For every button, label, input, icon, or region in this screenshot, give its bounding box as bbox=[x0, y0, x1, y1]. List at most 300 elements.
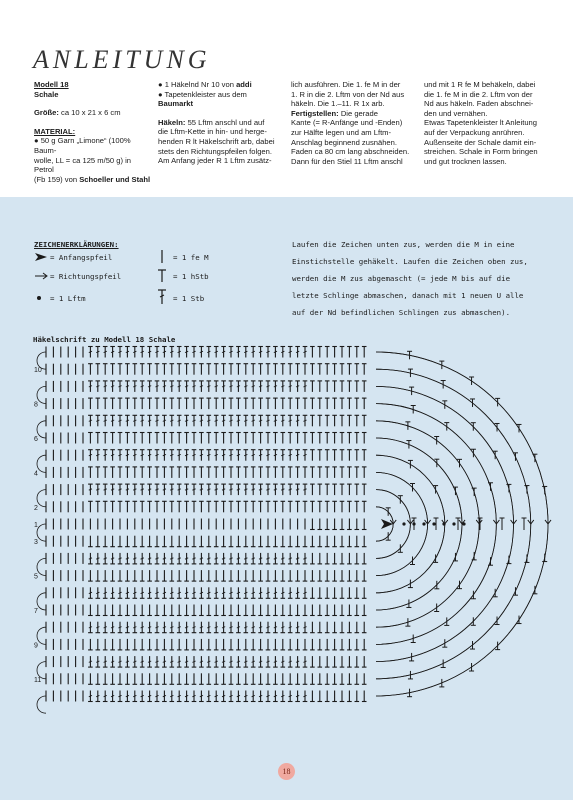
stitch-symbol bbox=[147, 605, 152, 616]
stitch-symbol bbox=[273, 639, 278, 650]
stitch-symbol bbox=[362, 467, 367, 478]
stitch-symbol bbox=[125, 622, 130, 633]
stitch-symbol bbox=[177, 656, 182, 667]
stitch-symbol bbox=[325, 587, 330, 598]
stitch-symbol bbox=[340, 656, 345, 667]
stitch-symbol bbox=[192, 398, 197, 409]
stitch-symbol bbox=[281, 347, 286, 358]
stitch-symbol bbox=[362, 553, 367, 564]
stitch-symbol bbox=[103, 347, 108, 358]
stitch-symbol bbox=[221, 347, 226, 358]
stitch-symbol bbox=[288, 605, 293, 616]
stitch-symbol bbox=[273, 587, 278, 598]
stitch-symbol bbox=[266, 501, 271, 512]
stitch-symbol bbox=[406, 599, 411, 607]
chain-stitch bbox=[452, 522, 455, 525]
stitch-symbol bbox=[199, 450, 204, 461]
stitch-symbol bbox=[162, 639, 167, 650]
stitch-symbol bbox=[88, 536, 93, 547]
stitch-symbol bbox=[522, 518, 527, 530]
stitch-symbol bbox=[103, 484, 108, 495]
stitch-symbol bbox=[155, 570, 160, 581]
stitch-symbol bbox=[251, 467, 256, 478]
stitch-symbol bbox=[96, 347, 101, 358]
stitch-symbol bbox=[244, 553, 249, 564]
text-line: Dann für den Stiel 11 Lftm anschl bbox=[291, 156, 403, 166]
stitch-symbol bbox=[295, 639, 300, 650]
stitch-symbol bbox=[355, 519, 360, 530]
stitch-symbol bbox=[199, 347, 204, 358]
stitch-symbol bbox=[140, 467, 145, 478]
stitch-symbol bbox=[110, 536, 115, 547]
crochet-line bbox=[158, 118, 284, 128]
stitch-symbol bbox=[155, 639, 160, 650]
stitch-symbol bbox=[318, 484, 323, 495]
stitch-symbol bbox=[192, 415, 197, 426]
stitch-symbol bbox=[340, 381, 345, 392]
stitch-symbol bbox=[355, 656, 360, 667]
stitch-symbol bbox=[147, 536, 152, 547]
stitch-symbol bbox=[266, 398, 271, 409]
stitch-symbol bbox=[162, 467, 167, 478]
stitch-symbol bbox=[192, 691, 197, 702]
stitch-symbol bbox=[434, 603, 439, 611]
stitch-symbol bbox=[184, 691, 189, 702]
stitch-symbol bbox=[96, 570, 101, 581]
stitch-symbol bbox=[340, 398, 345, 409]
stitch-symbol bbox=[184, 450, 189, 461]
stitch-symbol bbox=[162, 364, 167, 375]
stitch-symbol bbox=[221, 364, 226, 375]
stitch-symbol bbox=[192, 381, 197, 392]
stitch-symbol bbox=[332, 622, 337, 633]
stitch-symbol bbox=[199, 639, 204, 650]
double-crochet-icon bbox=[157, 289, 167, 304]
stitch-symbol bbox=[266, 381, 271, 392]
stitch-symbol bbox=[207, 381, 212, 392]
stitch-symbol bbox=[184, 467, 189, 478]
stitch-symbol bbox=[273, 536, 278, 547]
stitch-symbol bbox=[229, 467, 234, 478]
stitch-symbol bbox=[88, 605, 93, 616]
stitch-symbol bbox=[96, 398, 101, 409]
stitch-symbol bbox=[155, 415, 160, 426]
material-line-text: (Fb 159) von bbox=[34, 174, 78, 184]
stitch-symbol bbox=[266, 673, 271, 684]
crochet-chart bbox=[28, 340, 563, 725]
stitch-symbol bbox=[244, 673, 249, 684]
stitch-symbol bbox=[295, 673, 300, 684]
stitch-symbol bbox=[325, 450, 330, 461]
stitch-symbol bbox=[229, 553, 234, 564]
stitch-symbol bbox=[96, 553, 101, 564]
stitch-symbol bbox=[133, 381, 138, 392]
column-material bbox=[34, 80, 152, 184]
stitch-symbol bbox=[310, 622, 315, 633]
stitch-symbol bbox=[355, 587, 360, 598]
stitch-symbol bbox=[355, 484, 360, 495]
stitch-symbol bbox=[155, 450, 160, 461]
stitch-symbol bbox=[258, 605, 263, 616]
stitch-symbol bbox=[110, 691, 115, 702]
stitch-symbol bbox=[162, 415, 167, 426]
legend-single-crochet: = 1 fe M bbox=[173, 253, 209, 262]
stitch-symbol bbox=[281, 398, 286, 409]
stitch-symbol bbox=[103, 450, 108, 461]
item-name: Schale bbox=[34, 89, 59, 99]
stitch-symbol bbox=[147, 501, 152, 512]
stitch-symbol bbox=[251, 553, 256, 564]
stitch-symbol bbox=[288, 639, 293, 650]
stitch-symbol bbox=[325, 570, 330, 581]
stitch-symbol bbox=[266, 467, 271, 478]
stitch-symbol bbox=[273, 691, 278, 702]
stitch-symbol bbox=[184, 553, 189, 564]
stitch-symbol bbox=[118, 656, 123, 667]
stitch-symbol bbox=[310, 673, 315, 684]
stitch-symbol bbox=[295, 398, 300, 409]
stitch-symbol bbox=[118, 570, 123, 581]
stitch-symbol bbox=[103, 639, 108, 650]
stitch-symbol bbox=[184, 605, 189, 616]
half-double-crochet-icon bbox=[157, 269, 167, 282]
stitch-symbol bbox=[125, 691, 130, 702]
stitch-symbol bbox=[310, 467, 315, 478]
stitch-symbol bbox=[229, 691, 234, 702]
stitch-symbol bbox=[318, 364, 323, 375]
stitch-symbol bbox=[310, 519, 315, 530]
stitch-symbol bbox=[133, 605, 138, 616]
stitch-symbol bbox=[340, 553, 345, 564]
row-number: 3 bbox=[34, 539, 38, 547]
stitch-symbol bbox=[192, 347, 197, 358]
crochet-line: Am Anfang jeder R 1 Lftm zusätz- bbox=[158, 156, 272, 166]
stitch-symbol bbox=[362, 433, 367, 444]
stitch-symbol bbox=[273, 553, 278, 564]
stitch-symbol bbox=[244, 656, 249, 667]
stitch-symbol bbox=[258, 484, 263, 495]
stitch-symbol bbox=[199, 622, 204, 633]
stitch-symbol bbox=[221, 553, 226, 564]
stitch-symbol bbox=[118, 433, 123, 444]
stitch-symbol bbox=[103, 467, 108, 478]
stitch-symbol bbox=[355, 364, 360, 375]
stitch-symbol bbox=[125, 553, 130, 564]
stitch-symbol bbox=[103, 553, 108, 564]
stitch-symbol bbox=[214, 656, 219, 667]
stitch-symbol bbox=[303, 415, 308, 426]
stitch-symbol bbox=[325, 347, 330, 358]
stitch-symbol bbox=[355, 433, 360, 444]
stitch-symbol bbox=[439, 679, 444, 687]
stitch-symbol bbox=[295, 605, 300, 616]
stitch-symbol bbox=[258, 673, 263, 684]
stitch-symbol bbox=[310, 553, 315, 564]
stitch-symbol bbox=[273, 381, 278, 392]
stitch-symbol bbox=[244, 347, 249, 358]
row-number: 8 bbox=[34, 401, 38, 409]
stitch-symbol bbox=[207, 622, 212, 633]
stitch-symbol bbox=[236, 587, 241, 598]
stitch-symbol bbox=[229, 415, 234, 426]
stitch-symbol bbox=[229, 484, 234, 495]
stitch-symbol bbox=[110, 622, 115, 633]
turning-loop bbox=[37, 524, 46, 541]
stitch-symbol bbox=[214, 622, 219, 633]
stitch-symbol bbox=[162, 673, 167, 684]
stitch-symbol bbox=[125, 398, 130, 409]
explanation-line: letzte Schlinge abmaschen, danach mit 1 neuen U alle bbox=[292, 291, 524, 300]
stitch-symbol bbox=[442, 639, 447, 647]
stitch-symbol bbox=[332, 347, 337, 358]
stitch-symbol bbox=[103, 364, 108, 375]
stitch-symbol bbox=[332, 415, 337, 426]
stitch-symbol bbox=[258, 570, 263, 581]
stitch-symbol bbox=[177, 484, 182, 495]
stitch-symbol bbox=[147, 570, 152, 581]
stitch-symbol bbox=[147, 347, 152, 358]
stitch-symbol bbox=[184, 570, 189, 581]
stitch-symbol bbox=[332, 605, 337, 616]
stitch-symbol bbox=[281, 381, 286, 392]
stitch-symbol bbox=[110, 501, 115, 512]
stitch-symbol bbox=[207, 364, 212, 375]
stitch-symbol bbox=[229, 536, 234, 547]
stitch-symbol bbox=[229, 656, 234, 667]
stitch-symbol bbox=[524, 554, 529, 562]
start-arrow-icon bbox=[381, 519, 393, 529]
stitch-symbol bbox=[199, 673, 204, 684]
stitch-symbol bbox=[110, 587, 115, 598]
stitch-symbol bbox=[347, 433, 352, 444]
stitch-symbol bbox=[162, 605, 167, 616]
stitch-symbol bbox=[229, 398, 234, 409]
stitch-symbol bbox=[147, 656, 152, 667]
stitch-symbol bbox=[88, 433, 93, 444]
stitch-symbol bbox=[244, 691, 249, 702]
text-line: Außenseite der Schale damit ein- bbox=[424, 137, 537, 147]
stitch-symbol bbox=[140, 484, 145, 495]
stitch-symbol bbox=[125, 347, 130, 358]
stitch-symbol bbox=[340, 347, 345, 358]
stitch-symbol bbox=[147, 467, 152, 478]
stitch-symbol bbox=[318, 622, 323, 633]
stitch-symbol bbox=[192, 673, 197, 684]
stitch-symbol bbox=[214, 347, 219, 358]
stitch-symbol bbox=[229, 433, 234, 444]
stitch-symbol bbox=[155, 536, 160, 547]
stitch-symbol bbox=[88, 639, 93, 650]
stitch-symbol bbox=[96, 467, 101, 478]
stitch-symbol bbox=[303, 484, 308, 495]
legend-half-double-crochet: = 1 hStb bbox=[173, 272, 209, 281]
stitch-symbol bbox=[118, 415, 123, 426]
stitch-symbol bbox=[192, 570, 197, 581]
stitch-symbol bbox=[214, 364, 219, 375]
stitch-symbol bbox=[140, 450, 145, 461]
stitch-symbol bbox=[288, 484, 293, 495]
stitch-symbol bbox=[184, 673, 189, 684]
row-number: 11 bbox=[34, 676, 42, 684]
stitch-symbol bbox=[303, 639, 308, 650]
stitch-symbol bbox=[207, 673, 212, 684]
stitch-symbol bbox=[332, 553, 337, 564]
stitch-symbol bbox=[199, 605, 204, 616]
stitch-symbol bbox=[214, 398, 219, 409]
stitch-symbol bbox=[229, 673, 234, 684]
stitch-symbol bbox=[266, 639, 271, 650]
stitch-symbol bbox=[310, 433, 315, 444]
stitch-symbol bbox=[295, 622, 300, 633]
turning-loop bbox=[37, 558, 46, 575]
stitch-symbol bbox=[207, 484, 212, 495]
stitch-symbol bbox=[478, 518, 483, 530]
stitch-symbol bbox=[118, 639, 123, 650]
stitch-symbol bbox=[133, 364, 138, 375]
stitch-symbol bbox=[332, 398, 337, 409]
stitch-symbol bbox=[347, 639, 352, 650]
stitch-symbol bbox=[192, 467, 197, 478]
stitch-symbol bbox=[162, 433, 167, 444]
legend-heading: ZEICHENERKLÄRUNGEN: bbox=[34, 240, 119, 249]
stitch-symbol bbox=[236, 381, 241, 392]
stitch-symbol bbox=[500, 518, 505, 530]
stitch-symbol bbox=[288, 381, 293, 392]
stitch-symbol bbox=[236, 622, 241, 633]
stitch-symbol bbox=[266, 433, 271, 444]
stitch-symbol bbox=[266, 484, 271, 495]
stitch-symbol bbox=[214, 639, 219, 650]
stitch-symbol bbox=[281, 587, 286, 598]
stitch-symbol bbox=[303, 347, 308, 358]
stitch-symbol bbox=[214, 433, 219, 444]
stitch-symbol bbox=[506, 556, 511, 564]
stitch-symbol bbox=[103, 381, 108, 392]
stitch-symbol bbox=[170, 450, 175, 461]
stitch-symbol bbox=[133, 673, 138, 684]
stitch-symbol bbox=[192, 364, 197, 375]
stitch-symbol bbox=[355, 347, 360, 358]
text-line: Kante (= R-Anfänge und -Enden) bbox=[291, 118, 403, 128]
stitch-symbol bbox=[221, 639, 226, 650]
stitch-symbol bbox=[332, 381, 337, 392]
stitch-symbol bbox=[273, 570, 278, 581]
row-number: 5 bbox=[34, 573, 38, 581]
stitch-symbol bbox=[258, 553, 263, 564]
stitch-symbol bbox=[177, 673, 182, 684]
stitch-symbol bbox=[140, 639, 145, 650]
stitch-symbol bbox=[221, 467, 226, 478]
stitch-symbol bbox=[325, 467, 330, 478]
stitch-symbol bbox=[155, 501, 160, 512]
stitch-symbol bbox=[411, 635, 416, 643]
stitch-symbol bbox=[251, 398, 256, 409]
stitch-symbol bbox=[214, 673, 219, 684]
stitch-symbol bbox=[88, 415, 93, 426]
stitch-symbol bbox=[140, 553, 145, 564]
stitch-symbol bbox=[170, 605, 175, 616]
stitch-symbol bbox=[332, 656, 337, 667]
stitch-symbol bbox=[155, 673, 160, 684]
stitch-symbol bbox=[251, 691, 256, 702]
stitch-symbol bbox=[184, 364, 189, 375]
stitch-explanation bbox=[292, 236, 556, 321]
stitch-symbol bbox=[251, 381, 256, 392]
stitch-symbol bbox=[170, 673, 175, 684]
stitch-symbol bbox=[221, 691, 226, 702]
stitch-symbol bbox=[310, 639, 315, 650]
stitch-symbol bbox=[140, 605, 145, 616]
stitch-symbol bbox=[214, 501, 219, 512]
stitch-symbol bbox=[355, 570, 360, 581]
stitch-symbol bbox=[147, 364, 152, 375]
stitch-symbol bbox=[295, 656, 300, 667]
stitch-symbol bbox=[184, 587, 189, 598]
stitch-symbol bbox=[162, 622, 167, 633]
text-line: Faden ca 80 cm lang abschneiden. bbox=[291, 147, 410, 157]
chain-stitch bbox=[402, 522, 405, 525]
stitch-symbol bbox=[170, 484, 175, 495]
text-line: und mit 1 R fe M behäkeln, dabei bbox=[424, 80, 536, 89]
stitch-symbol bbox=[244, 450, 249, 461]
stitch-symbol bbox=[140, 364, 145, 375]
finishing-line bbox=[291, 109, 417, 119]
crochet-heading: Häkeln: bbox=[158, 117, 186, 127]
stitch-symbol bbox=[162, 381, 167, 392]
stitch-symbol bbox=[251, 656, 256, 667]
stitch-symbol bbox=[170, 398, 175, 409]
stitch-symbol bbox=[177, 553, 182, 564]
stitch-symbol bbox=[133, 570, 138, 581]
stitch-symbol bbox=[273, 622, 278, 633]
stitch-symbol bbox=[332, 484, 337, 495]
stitch-symbol bbox=[133, 450, 138, 461]
stitch-symbol bbox=[125, 450, 130, 461]
explanation-line: Einstichstelle gehäkelt. Laufen die Zeichen oben zus, bbox=[292, 257, 528, 266]
stitch-symbol bbox=[118, 553, 123, 564]
stitch-symbol bbox=[162, 691, 167, 702]
stitch-symbol bbox=[236, 347, 241, 358]
stitch-symbol bbox=[147, 691, 152, 702]
stitch-symbol bbox=[110, 656, 115, 667]
stitch-symbol bbox=[258, 364, 263, 375]
stitch-symbol bbox=[88, 622, 93, 633]
stitch-symbol bbox=[355, 639, 360, 650]
stitch-symbol bbox=[214, 570, 219, 581]
stitch-symbol bbox=[199, 501, 204, 512]
stitch-symbol bbox=[133, 536, 138, 547]
stitch-symbol bbox=[318, 501, 323, 512]
stitch-symbol bbox=[236, 467, 241, 478]
stitch-symbol bbox=[266, 364, 271, 375]
stitch-symbol bbox=[155, 691, 160, 702]
stitch-symbol bbox=[96, 415, 101, 426]
stitch-symbol bbox=[133, 639, 138, 650]
stitch-symbol bbox=[244, 467, 249, 478]
curved-turn-section bbox=[376, 351, 551, 696]
stitch-symbol bbox=[199, 553, 204, 564]
stitch-symbol bbox=[340, 450, 345, 461]
stitch-symbol bbox=[273, 415, 278, 426]
crochet-line: die Lftm-Kette in hin- und herge- bbox=[158, 127, 267, 137]
stitch-symbol bbox=[192, 553, 197, 564]
stitch-symbol bbox=[96, 433, 101, 444]
stitch-symbol bbox=[177, 605, 182, 616]
stitch-symbol bbox=[318, 433, 323, 444]
stitch-symbol bbox=[103, 656, 108, 667]
stitch-symbol bbox=[162, 347, 167, 358]
stitch-symbol bbox=[140, 381, 145, 392]
